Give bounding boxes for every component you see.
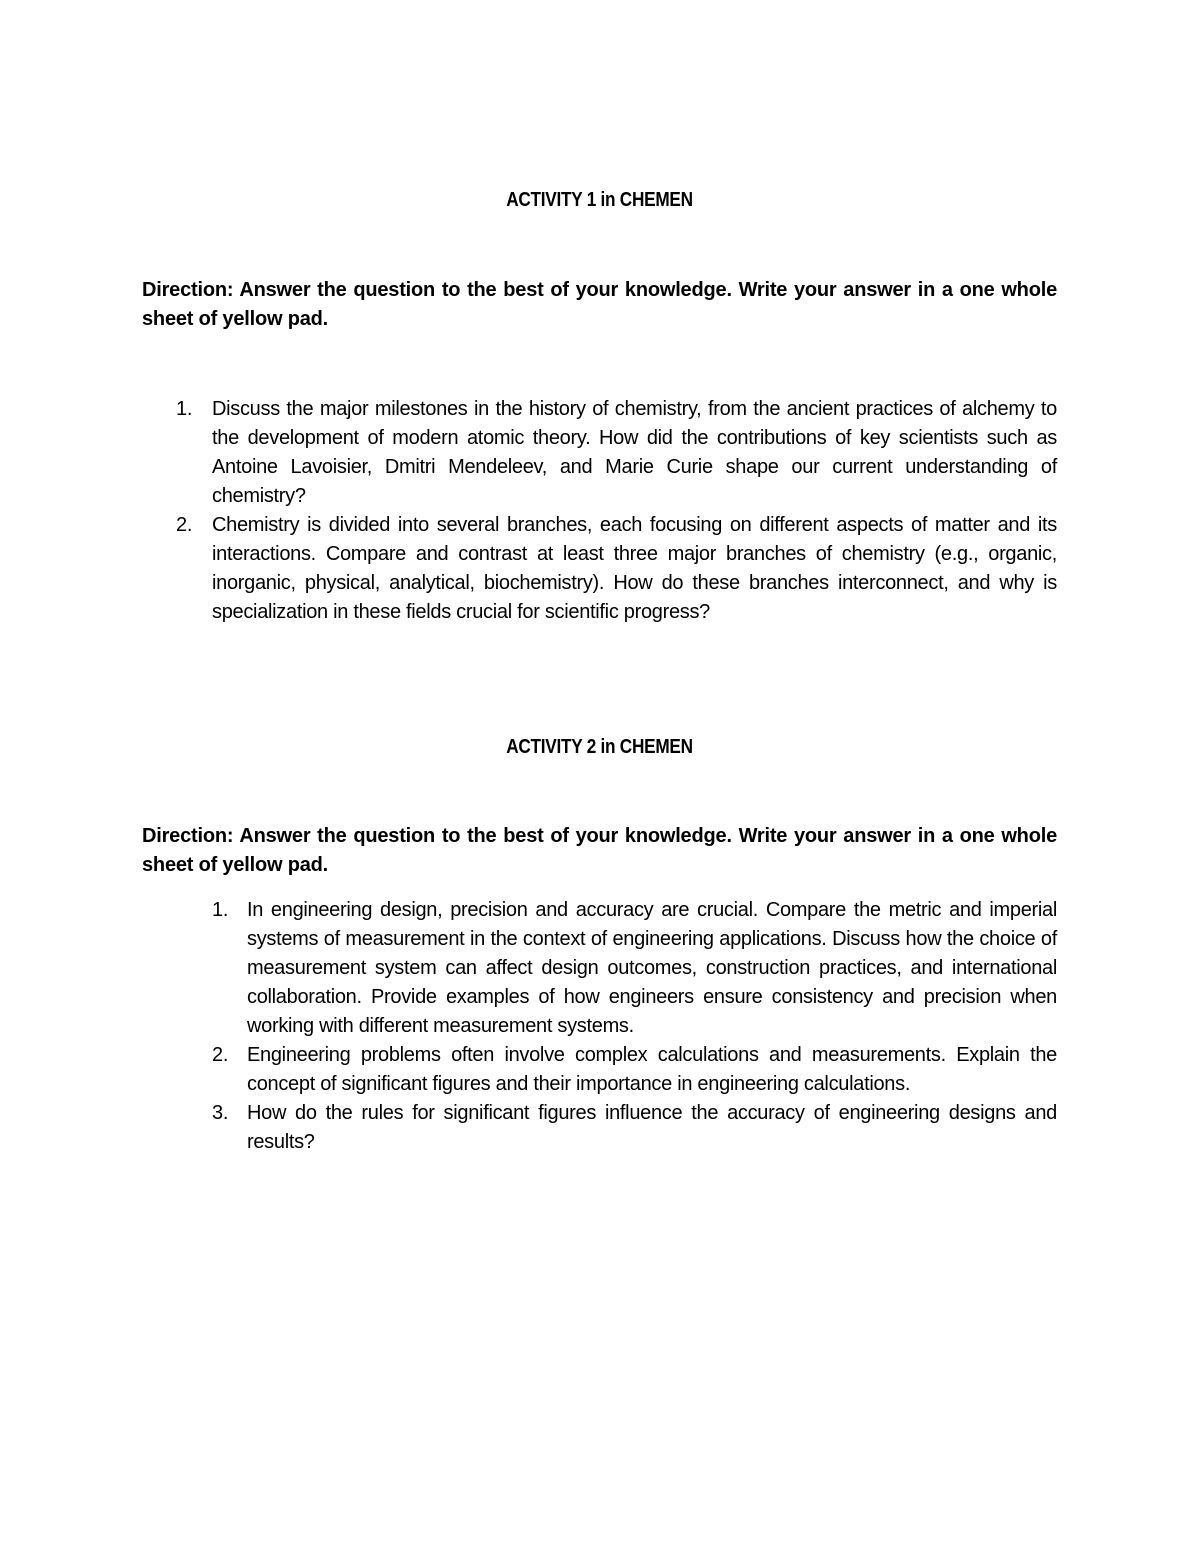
activity-1-title: ACTIVITY 1 in CHEMEN bbox=[506, 189, 693, 211]
activity-2-direction-block bbox=[142, 822, 1057, 880]
activity-2-question-1 bbox=[142, 896, 1057, 1041]
activity-1-title-block bbox=[142, 186, 1057, 215]
question-text: Discuss the major milestones in the history of chemistry, from the ancient practices of alchemy to the development of modern atomic theory. How did the contributions of key scientists such as Antoine Lavoisier, Dmitri Mendeleev, and Marie Curie shape our current understanding of chemistry? bbox=[212, 398, 1057, 507]
activity-1-question-list bbox=[142, 395, 1057, 627]
question-number: 2. bbox=[176, 514, 193, 536]
activity-2-question-list bbox=[142, 896, 1057, 1157]
question-number: 1. bbox=[176, 398, 193, 420]
activity-2-title: ACTIVITY 2 in CHEMEN bbox=[506, 736, 693, 758]
activity-1-questions bbox=[142, 395, 1057, 627]
question-number: 3. bbox=[212, 1102, 229, 1124]
activity-1-direction: Direction: Answer the question to the best of your knowledge. Write your answer in a one whole sheet of yellow pad. bbox=[142, 279, 1057, 330]
question-number: 2. bbox=[212, 1044, 229, 1066]
question-text: In engineering design, precision and accuracy are crucial. Compare the metric and imperial systems of measurement in the context of engineering applications. Discuss how the choice of measurement system can affect design outcomes, construction practices, and international collaboration. Provide examples of how engineers ensure consistency and precision when working with different measurement systems. bbox=[247, 899, 1057, 1037]
activity-2-direction: Direction: Answer the question to the best of your knowledge. Write your answer in a one whole sheet of yellow pad. bbox=[142, 825, 1057, 876]
question-text: How do the rules for significant figures influence the accuracy of engineering designs and results? bbox=[247, 1102, 1057, 1153]
question-text: Engineering problems often involve complex calculations and measurements. Explain the concept of significant figures and their importance in engineering calculations. bbox=[247, 1044, 1057, 1095]
activity-2-question-3 bbox=[142, 1099, 1057, 1157]
question-text: Chemistry is divided into several branches, each focusing on different aspects of matter and its interactions. Compare and contrast at least three major branches of chemistry (e.g., organic, inorganic, physical, analytical, biochemistry). How do these branches interconnect, and why is specialization in these fields crucial for scientific progress? bbox=[212, 514, 1057, 623]
activity-1-question-1 bbox=[142, 395, 1057, 511]
activity-2-question-2 bbox=[142, 1041, 1057, 1099]
question-number: 1. bbox=[212, 899, 229, 921]
activity-1-question-2 bbox=[142, 511, 1057, 627]
activity-2-questions bbox=[142, 896, 1057, 1157]
activity-2-title-block bbox=[142, 733, 1057, 762]
activity-1-direction-block bbox=[142, 276, 1057, 334]
